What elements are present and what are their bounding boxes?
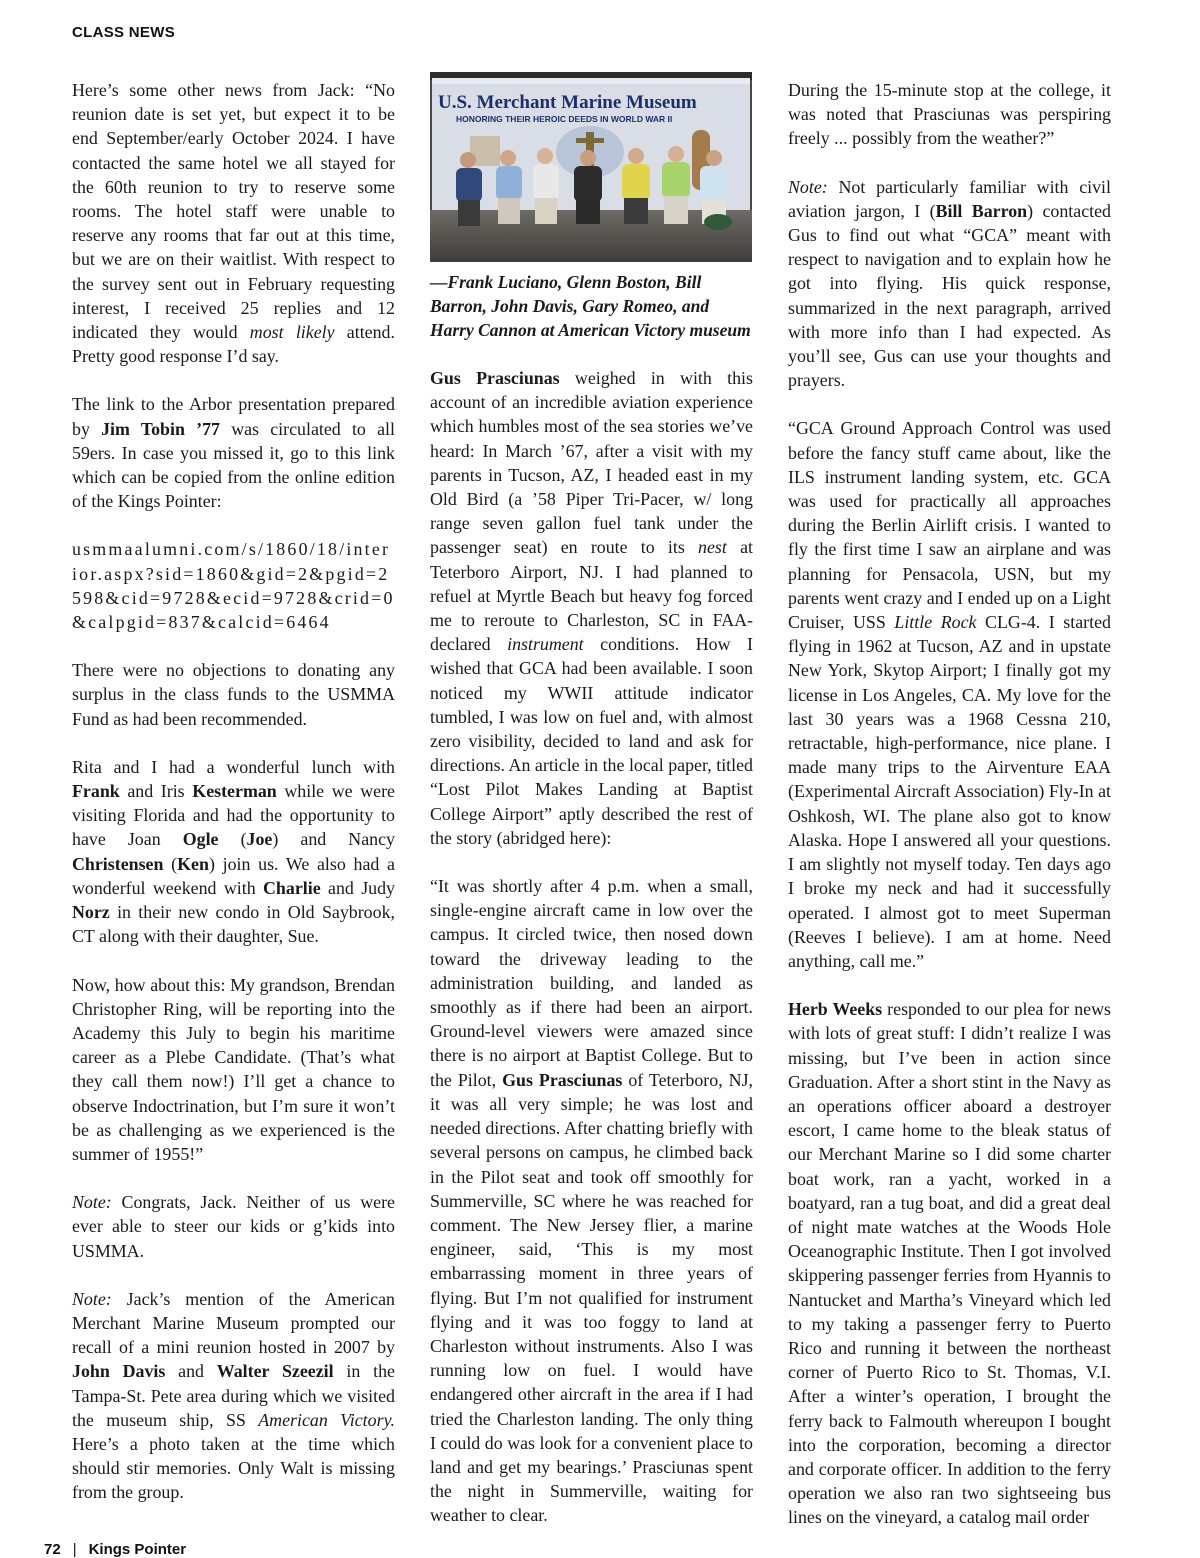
- paragraph: Herb Weeks responded to our plea for news with lots of great stuff: I didn’t realize I was missing, but I’ve been in action since Graduation. After a short stint in the Navy as an operations officer aboard a destroyer escort, I came home to the bleak status of our Merchant Marine so I did some charter boat work, ran a yacht, worked in a boatyard, ran a tug boat, and did a great deal of night mate watches at the Woods Hole Oceanographic Institute. Then I got involved skippering passenger ferries from Hyannis to Nantucket and Martha’s Vineyard which led to my taking a passenger ferry to Puerto Rico and running it between the northeast corner of Puerto Rico to St. Thomas, V.I. After a winter’s operation, I brought the ferry back to Falmouth whereupon I bought into the corporation, becoming a director and corporate officer. In addition to the ferry operation we also ran two sightseeing bus lines on the vineyard, a catalog mail order: [788, 999, 1112, 1528]
- page-number: 72: [44, 1541, 61, 1558]
- person-name: Gus Prasciunas: [430, 368, 560, 388]
- paragraph: Here’s some other news from Jack: “No reunion date is set yet, but expect it to be end September/early October 2024. I have contacted the same hotel we all stayed for the 60th reunion to try to reserve some rooms. The hotel staff were unable to reserve any rooms that far out at this time, but we are on their waitlist. With respect to the survey sent out in February requesting interest, I received 25 replies and 12 indicated they would most likely attend. Pretty good response I’d say.: [72, 80, 395, 367]
- paragraph: There were no objections to donating any surplus in the class funds to the USMMA Fund as had been recommended.: [72, 660, 395, 729]
- reunion-photo: [430, 72, 752, 262]
- paragraph: Now, how about this: My grandson, Brendan Christopher Ring, will be reporting into the Academy this July to begin his maritime career as a Plebe Candidate. (That’s what they call them now!) I’ll get a chance to observe Indoctrination, but I’m sure it won’t be as challenging as we experienced is the summer of 1955!”: [72, 974, 395, 1164]
- paragraph: During the 15-minute stop at the college, it was noted that Prasciunas was perspiring freely ... possibly from the weather?”: [788, 80, 1111, 149]
- paragraph: Note: Jack’s mention of the American Merchant Marine Museum prompted our recall of a mini reunion hosted in 2007 by John Davis and Walter Szeezil in the Tampa-St. Pete area during which we visited the museum ship, SS American Victory. Here’s a photo taken at the time which should stir memories. Only Walt is missing from the group.: [72, 1288, 395, 1503]
- person-name: Herb Weeks: [788, 999, 883, 1020]
- sign-title: U.S. Merchant Marine Museum: [438, 92, 697, 113]
- page-footer: [44, 1541, 186, 1558]
- column-3: [788, 78, 1111, 1554]
- paragraph: “It was shortly after 4 p.m. when a small, single-engine aircraft came in low over the campus. It circled twice, then nosed down toward the driveway leading to the administration building, and landed as smoothly as if there had been an airport. Ground-level viewers were amazed since there is no airport at Baptist College. But to the Pilot, Gus Prasciunas of Teterboro, NJ, it was all very simple; he was lost and needed directions. After chatting briefly with several persons on campus, he climbed back in the Pilot seat and took off smoothly for Summerville, SC where he was reached for comment. The New Jersey flier, a marine engineer, said, ‘This is my most embarrassing moment in three years of flying. But I’m not qualified for instrument flying and it was too foggy to land at Charleston without instruments. Also I was running low on fuel. I would have endangered other aircraft in the area if I had tried the Charleston landing. The only thing I could do was look for a convenient place to land and get my bearings.’ Prasciunas spent the night in Summerville, waiting for weather to clear.: [430, 876, 753, 1526]
- sign-subtitle: HONORING THEIR HEROIC DEEDS IN WORLD WAR II: [456, 114, 673, 124]
- paragraph: Note: Congrats, Jack. Neither of us were ever able to steer our kids or g’kids into USMMA.: [72, 1192, 395, 1261]
- person-name: Gus Prasciunas: [502, 1069, 623, 1090]
- person-name: Jim Tobin ’77: [101, 418, 220, 439]
- paragraph: “GCA Ground Approach Control was used before the fancy stuff came about, like the ILS instrument landing system, etc. GCA was used for practically all approaches during the Berlin Airlift crisis. I wanted to fly the first time I saw an airplane and was planning for Pensacola, USN, but my parents went crazy and I ended up on a Light Cruiser, USS Little Rock CLG-4. I started flying in 1962 at Tucson, AZ and in upstate New York, Skytop Airport; I finally got my license in Los Angeles, CA. My love for the last 30 years was a 1968 Cessna 210, retractable, high-performance, nice plane. I made many trips to the Airventure EAA (Experimental Aircraft Association) Fly-In at Oshkosh, WI. The plane also got to know Alaska. Hope I answered all your questions. I am slightly not myself today. Ten days ago I broke my neck and had it successfully operated. I almost got to meet Superman (Reeves I believe). I am at home. Need anything, call me.”: [788, 418, 1111, 971]
- footer-separator: |: [72, 1541, 77, 1558]
- column-2: [430, 72, 753, 1552]
- paragraph: Rita and I had a wonderful lunch with Frank and Iris Kesterman while we were visiting Florida and had the opportunity to have Joan Ogle (Joe) and Nancy Christensen (Ken) join us. We also had a wonderful weekend with Charlie and Judy Norz in their new condo in Old Saybrook, CT along with their daughter, Sue.: [72, 756, 395, 947]
- photo-caption: —Frank Luciano, Glenn Boston, Bill Barron, John Davis, Gary Romeo, and Harry Cannon at American Victory museum: [430, 272, 751, 340]
- presentation-link[interactable]: usmmaalumni.com/s/1860/18/interior.aspx?sid=1860&gid=2&pgid=2598&cid=9728&ecid=9728&crid=0&calpgid=837&calcid=6464: [72, 539, 395, 633]
- section-label: CLASS NEWS: [72, 24, 176, 41]
- publication-name: Kings Pointer: [88, 1541, 187, 1558]
- paragraph: Gus Prasciunas weighed in with this account of an incredible aviation experience which humbles most of the sea stories we’ve heard: In March ’67, after a visit with my parents in Tucson, AZ, I headed east in my Old Bird (a ’58 Piper Tri-Pacer, w/ long range seven gallon fuel tank under the passenger seat) en route to its nest at Teterboro Airport, NJ. I had planned to refuel at Myrtle Beach but heavy fog forced me to reroute to Charleston, SC in FAA-declared instrument conditions. How I wished that GCA had been available. I soon noticed my WWII attitude indicator tumbled, I was low on fuel and, with almost zero visibility, decided to land and ask for directions. An article in the local paper, titled “Lost Pilot Makes Landing at Baptist College Airport” aptly described the rest of the story (abridged here):: [430, 368, 753, 848]
- person-name: Bill Barron: [935, 200, 1028, 221]
- paragraph: The link to the Arbor presentation prepared by Jim Tobin ’77 was circulated to all 59ers. In case you missed it, go to this link which can be copied from the online edition of the Kings Pointer:: [72, 394, 395, 512]
- paragraph: Note: Not particularly familiar with civil aviation jargon, I (Bill Barron) contacted Gus to find out what “GCA” meant with respect to navigation and to explain how he got into flying. His quick response, summarized in the next paragraph, arrived with more info than I had expected. As you’ll see, Gus can use your thoughts and prayers.: [788, 176, 1111, 391]
- column-1: [72, 78, 395, 1529]
